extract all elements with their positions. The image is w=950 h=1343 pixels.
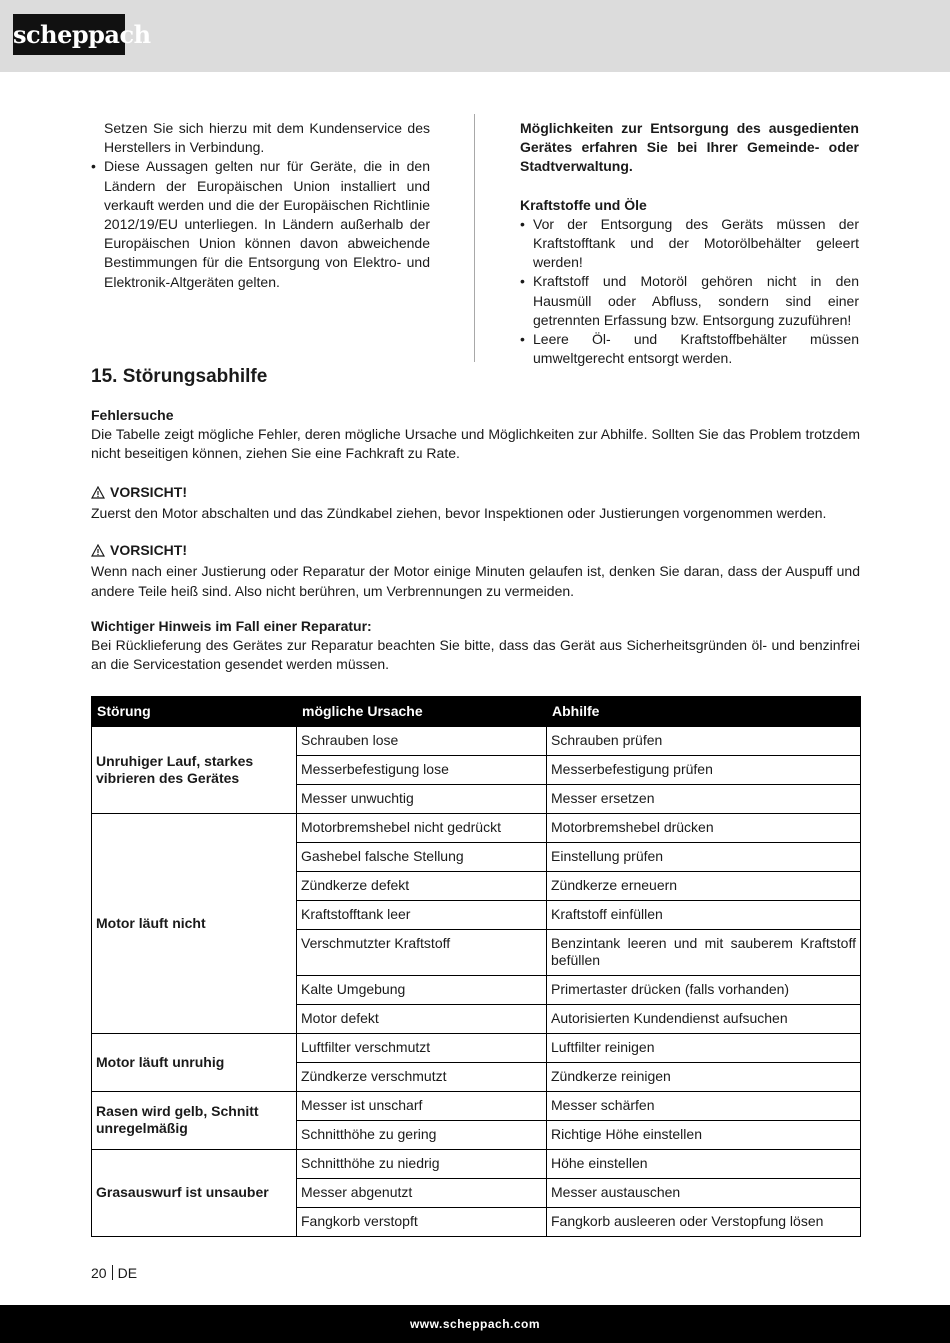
fuels-heading: Kraftstoffe und Öle xyxy=(520,196,647,213)
table-row xyxy=(92,1034,861,1063)
cause-cell: Gashebel falsche Stellung xyxy=(297,843,547,872)
disposal-note: Möglichkeiten zur Entsorgung des ausgedienten Gerätes erfahren Sie bei Ihrer Gemeinde- oder Stadtverwaltung. xyxy=(520,120,859,175)
list-item: • Kraftstoff und Motoröl gehören nicht in den Hausmüll oder Abfluss, sondern sind einer getrennten Erfassung bzw. Entsorgung zuzuführen! xyxy=(520,272,859,330)
page-number-value: 20 xyxy=(91,1265,107,1281)
troubleshooting-block xyxy=(91,406,860,464)
remedy-cell: Primertaster drücken (falls vorhanden) xyxy=(547,976,861,1005)
cause-cell: Messer ist unscharf xyxy=(297,1092,547,1121)
cause-cell: Luftfilter verschmutzt xyxy=(297,1034,547,1063)
warning-triangle-icon xyxy=(91,544,105,557)
column-header: mögliche Ursache xyxy=(297,697,547,727)
table-row xyxy=(92,727,861,756)
cause-cell: Motorbremshebel nicht gedrückt xyxy=(297,814,547,843)
fault-cell: Rasen wird gelb, Schnitt unregelmäßig xyxy=(92,1092,297,1150)
remedy-cell: Messer schärfen xyxy=(547,1092,861,1121)
cause-cell: Schnitthöhe zu niedrig xyxy=(297,1150,547,1179)
warning-text: Zuerst den Motor abschalten und das Zündkabel ziehen, bevor Inspektionen oder Justierungen vorgenommen werden. xyxy=(91,505,827,522)
table-row xyxy=(92,1150,861,1179)
remedy-cell: Höhe einstellen xyxy=(547,1150,861,1179)
left-bullet-list xyxy=(91,157,430,291)
repair-note-block xyxy=(91,617,860,675)
remedy-cell: Luftfilter reinigen xyxy=(547,1034,861,1063)
fuels-bullet-list xyxy=(520,215,859,369)
remedy-cell: Autorisierten Kundendienst aufsuchen xyxy=(547,1005,861,1034)
troubleshooting-heading: Fehlersuche xyxy=(91,407,174,423)
remedy-cell: Schrauben prüfen xyxy=(547,727,861,756)
table-header-row xyxy=(92,697,861,727)
remedy-cell: Motorbremshebel drücken xyxy=(547,814,861,843)
cause-cell: Kraftstofftank leer xyxy=(297,901,547,930)
cause-cell: Fangkorb verstopft xyxy=(297,1208,547,1237)
cause-cell: Zündkerze defekt xyxy=(297,872,547,901)
warning-label-text: VORSICHT! xyxy=(110,484,187,500)
list-item: • Diese Aussagen gelten nur für Geräte, die in den Ländern der Europäischen Union installiert und verkauft werden und die der Europäischen Richtlinie 2012/19/EU unterliegen. In Ländern außerhalb der Europäischen Union können davon abweichende Bestimmungen für die Entsorgung von Elektro- und Elektronik-Altgeräten gelten. xyxy=(91,157,430,291)
separator xyxy=(112,1265,113,1280)
remedy-cell: Messer ersetzen xyxy=(547,785,861,814)
repair-heading: Wichtiger Hinweis im Fall einer Reparatur: xyxy=(91,618,372,634)
remedy-cell: Zündkerze erneuern xyxy=(547,872,861,901)
right-column xyxy=(520,119,859,368)
cause-cell: Kalte Umgebung xyxy=(297,976,547,1005)
fault-cell: Motor läuft nicht xyxy=(92,814,297,1034)
remedy-cell: Einstellung prüfen xyxy=(547,843,861,872)
remedy-cell: Benzintank leeren und mit sauberem Kraftstoff befüllen xyxy=(547,930,861,976)
fault-cell: Grasauswurf ist unsauber xyxy=(92,1150,297,1237)
cause-cell: Verschmutzter Kraftstoff xyxy=(297,930,547,976)
language-code: DE xyxy=(117,1265,138,1281)
page-header xyxy=(0,0,950,72)
remedy-cell: Richtige Höhe einstellen xyxy=(547,1121,861,1150)
cause-cell: Motor defekt xyxy=(297,1005,547,1034)
cause-cell: Messerbefestigung lose xyxy=(297,756,547,785)
warning-text: Wenn nach einer Justierung oder Reparatur der Motor einige Minuten gelaufen ist, denken Sie daran, dass der Auspuff und andere Teile heiß sind. Also nicht berühren, um Verbrennungen zu vermeiden. xyxy=(91,563,860,599)
table-row xyxy=(92,1092,861,1121)
remedy-cell: Kraftstoff einfüllen xyxy=(547,901,861,930)
remedy-cell: Fangkorb ausleeren oder Verstopfung lösen xyxy=(547,1208,861,1237)
warning-block-1 xyxy=(91,483,860,524)
website-link[interactable]: www.scheppach.com xyxy=(409,1317,541,1331)
remedy-cell: Zündkerze reinigen xyxy=(547,1063,861,1092)
page-number xyxy=(91,1264,137,1283)
warning-label-text: VORSICHT! xyxy=(110,542,187,558)
column-divider xyxy=(474,114,475,362)
repair-text: Bei Rücklieferung des Gerätes zur Reparatur beachten Sie bitte, dass das Gerät aus Sicherheitsgründen öl- und benzinfrei an die Servicestation gesendet werden müssen. xyxy=(91,637,860,673)
troubleshooting-text: Die Tabelle zeigt mögliche Fehler, deren mögliche Ursache und Möglichkeiten zur Abhilfe. Sollten Sie das Problem trotzdem nicht beseitigen können, ziehen Sie eine Fachkraft zu Rate. xyxy=(91,426,860,462)
warning-label xyxy=(91,483,187,502)
remedy-cell: Messer austauschen xyxy=(547,1179,861,1208)
warning-triangle-icon xyxy=(91,486,105,499)
warning-block-2 xyxy=(91,541,860,601)
column-header: Abhilfe xyxy=(547,697,861,727)
cause-cell: Schrauben lose xyxy=(297,727,547,756)
cause-cell: Messer abgenutzt xyxy=(297,1179,547,1208)
list-item: • Vor der Entsorgung des Geräts müssen der Kraftstofftank und der Motorölbehälter geleert werden! xyxy=(520,215,859,273)
brand-logo: scheppach xyxy=(13,14,125,55)
cause-cell: Messer unwuchtig xyxy=(297,785,547,814)
fault-cell: Unruhiger Lauf, starkes vibrieren des Gerätes xyxy=(92,727,297,814)
continuation-text: Setzen Sie sich hierzu mit dem Kundenservice des Herstellers in Verbindung. xyxy=(104,120,430,156)
cause-cell: Schnitthöhe zu gering xyxy=(297,1121,547,1150)
section-title: 15. Störungsabhilfe xyxy=(91,366,268,387)
warning-label xyxy=(91,541,187,560)
remedy-cell: Messerbefestigung prüfen xyxy=(547,756,861,785)
column-header: Störung xyxy=(92,697,297,727)
left-column xyxy=(91,119,430,292)
page-footer xyxy=(0,1305,950,1343)
table-row xyxy=(92,814,861,843)
list-item: • Leere Öl- und Kraftstoffbehälter müssen umweltgerecht entsorgt werden. xyxy=(520,330,859,368)
fault-cell: Motor läuft unruhig xyxy=(92,1034,297,1092)
troubleshooting-table xyxy=(91,696,861,1237)
cause-cell: Zündkerze verschmutzt xyxy=(297,1063,547,1092)
